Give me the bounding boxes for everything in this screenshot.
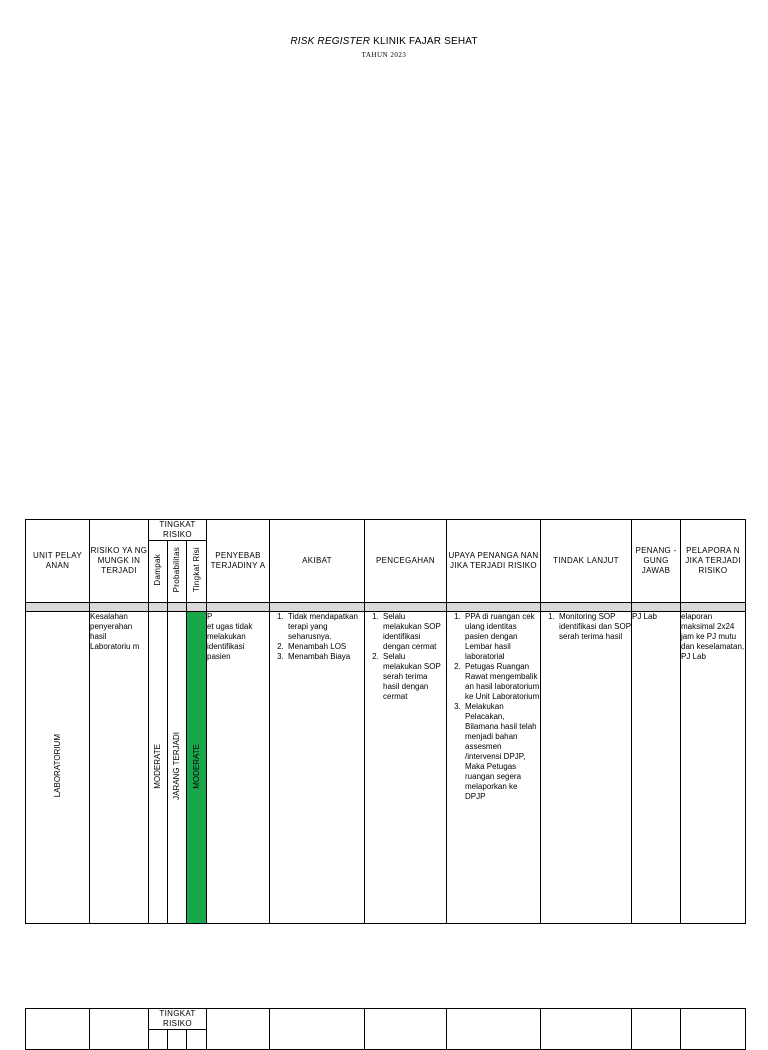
probabilitas-value: JARANG TERJADI <box>172 732 181 800</box>
pencegahan-cell <box>365 612 447 924</box>
list-item: 1. Tidak mendapatkan terapi yang seharusnya. <box>286 612 364 642</box>
header-akibat: AKIBAT <box>270 520 365 603</box>
header-pencegahan: PENCEGAHAN <box>365 520 447 603</box>
tingkat-value: MODERATE <box>191 743 201 789</box>
header-probabilitas: Probabilitas <box>172 547 181 593</box>
header-penanggung-jawab: PENANG - GUNG JAWAB <box>632 520 681 603</box>
header-penyebab: PENYEBAB TERJADINY A <box>207 520 270 603</box>
table-row <box>26 612 746 924</box>
header-tingkat: Tingkat Risi <box>191 547 201 593</box>
list-item: 2. Selalu melakukan SOP serah terima hasil dengan cermat <box>381 652 446 702</box>
list-item: 3. Melakukan Pelacakan, Bilamana hasil telah menjadi bahan assesmen /intervensi DPJP, Maka Petugas ruangan segera melaporkan ke DPJP <box>463 702 540 802</box>
header-tindak-lanjut: TINDAK LANJUT <box>541 520 632 603</box>
pj-text: PJ Lab <box>632 612 681 924</box>
risiko-text: Kesalahan penyerahan hasil Laboratoriu m <box>90 612 149 924</box>
list-item: 1. Selalu melakukan SOP identifikasi dengan cermat <box>381 612 446 652</box>
penyebab-text: et ugas tidak melakukan identifikasi pasien <box>207 622 253 661</box>
header-tingkat-risiko: TINGKAT RISIKO <box>149 1009 207 1030</box>
pelaporan-text: elaporan maksimal 2x24 jam ke PJ mutu dan keselamatan, PJ Lab <box>681 612 746 924</box>
risk-table <box>25 519 746 924</box>
risk-table-2 <box>25 1008 746 1050</box>
header-upaya: UPAYA PENANGA NAN JIKA TERJADI RISIKO <box>447 520 541 603</box>
list-item: 3. Menambah Biaya <box>286 652 364 662</box>
list-item: 2. Petugas Ruangan Rawat mengembalik an hasil laboratorium ke Unit Laboratorium <box>463 662 540 702</box>
document-title <box>0 36 768 47</box>
gray-band <box>26 603 746 612</box>
header-pelaporan: PELAPORA N JIKA TERJADI RISIKO <box>681 520 746 603</box>
dampak-value: MODERATE <box>153 743 162 789</box>
list-item: 2. Menambah LOS <box>286 642 364 652</box>
tingkat-risiko-cell <box>187 612 207 924</box>
header-risiko: RISIKO YA NG MUNGK IN TERJADI <box>90 520 149 603</box>
list-item: 1. Monitoring SOP identifikasi dan SOP serah terima hasil <box>557 612 631 642</box>
list-item: 1. PPA di ruangan cek ulang identitas pasien dengan Lembar hasil laboratorial <box>463 612 540 662</box>
header-tingkat-risiko: TINGKAT RISIKO <box>149 520 207 541</box>
document-subtitle: TAHUN 2023 <box>361 51 407 59</box>
header-unit: UNIT PELAY ANAN <box>26 520 90 603</box>
akibat-cell <box>270 612 365 924</box>
penyebab-cell <box>207 612 270 924</box>
unit-name: LABORATORIUM <box>52 734 62 798</box>
tindak-lanjut-cell <box>541 612 632 924</box>
upaya-cell <box>447 612 541 924</box>
penyebab-head: P <box>207 612 213 621</box>
header-dampak: Dampak <box>153 554 162 586</box>
title-rest: KLINIK FAJAR SEHAT <box>370 36 478 47</box>
title-italic: RISK REGISTER <box>290 36 371 47</box>
